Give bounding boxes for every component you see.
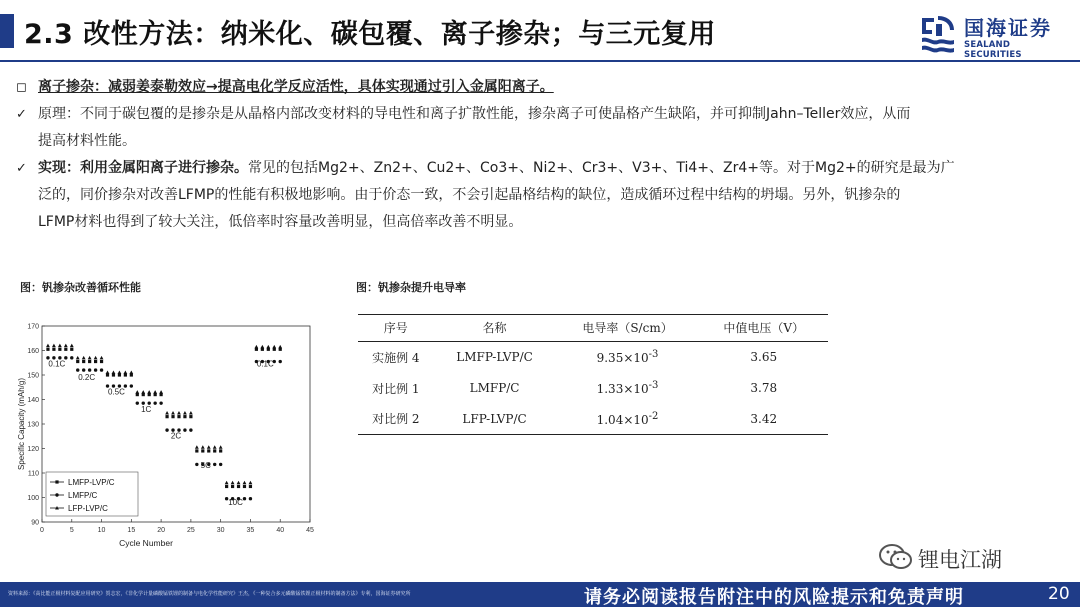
data-point-triangle <box>52 344 56 348</box>
cond-exponent: -3 <box>648 349 659 361</box>
rate-label: 0.1C <box>48 359 66 369</box>
impl-line-3 <box>14 209 1064 236</box>
data-point-triangle <box>195 445 199 449</box>
x-tick-label: 45 <box>306 527 314 534</box>
data-point-triangle <box>207 445 211 449</box>
rate-label: 0.5C <box>107 387 125 397</box>
data-point-triangle <box>88 356 92 360</box>
rate-label: 10C <box>228 497 243 507</box>
footer-source: 资料来源：《高比能正极材料复配应用研究》贺志宏，《非化学计量磷酸锰铁锂的制备与电化学性能研究》王杰，《一种复合多元磷酸锰铁锂正极材料的制备方法》专利，国海证券研究所 <box>8 591 411 597</box>
x-tick-label: 10 <box>97 527 106 534</box>
footer-disclaimer: 请务必阅读报告附注中的风险提示和免责声明 <box>584 587 964 607</box>
data-point-triangle <box>249 481 253 485</box>
data-point-circle <box>88 368 91 371</box>
data-point-triangle <box>177 411 181 415</box>
legend-marker-circle <box>55 493 58 496</box>
title-bar <box>0 0 1080 62</box>
data-point-triangle <box>272 345 276 349</box>
page-title: 2.3 改性方法：纳米化、碳包覆、离子掺杂；与三元复用 <box>24 19 716 50</box>
data-point-circle <box>100 368 103 371</box>
data-point-triangle <box>159 390 163 394</box>
data-point-circle <box>82 368 85 371</box>
data-point-square <box>183 415 186 418</box>
rate-label: 1C <box>141 404 152 414</box>
data-point-square <box>171 415 174 418</box>
data-point-circle <box>159 401 162 404</box>
x-tick-label: 30 <box>216 527 225 534</box>
data-point-triangle <box>183 411 187 415</box>
data-point-triangle <box>243 481 247 485</box>
data-point-square <box>70 348 73 351</box>
legend-marker-square <box>55 480 58 483</box>
col-header: 电导率（S/cm） <box>556 315 700 342</box>
data-point-triangle <box>165 411 169 415</box>
heading-line <box>14 74 1064 101</box>
principle-text: 原理：不同于碳包覆的是掺杂是从晶格内部改变材料的导电性和离子扩散性能，掺杂离子可使晶格产生缺陷，并可抑制Jahn–Teller效应，从而 <box>38 106 911 122</box>
data-point-circle <box>279 360 282 363</box>
page-number: 20 <box>1048 584 1070 604</box>
data-point-triangle <box>82 356 86 360</box>
data-point-triangle <box>76 356 80 360</box>
wechat-account-name: 锂电江湖 <box>918 548 1002 572</box>
data-point-triangle <box>266 345 270 349</box>
cell-conductivity <box>556 404 700 435</box>
impl-text: 常见的包括Mg2+、Zn2+、Cu2+、Co3+、Ni2+、Cr3+、V3+、Ti4+、Zr4+等。对于Mg2+的研究是最为广 <box>248 160 955 176</box>
data-point-circle <box>94 368 97 371</box>
x-tick-label: 35 <box>246 527 255 534</box>
figure2-caption: 图：钒掺杂提升电导率 <box>356 281 466 294</box>
data-point-triangle <box>153 390 157 394</box>
x-tick-label: 5 <box>69 527 74 534</box>
cond-mantissa: 1.33×10 <box>596 382 649 396</box>
cell-voltage: 3.42 <box>699 404 828 435</box>
principle-line <box>14 101 1064 128</box>
section-heading: 离子掺杂：减弱姜泰勒效应→提高电化学反应活性，具体实现通过引入金属阳离子。 <box>38 79 554 95</box>
y-tick-label: 150 <box>27 372 39 380</box>
data-point-circle <box>243 497 246 500</box>
logo-english-name: SEALAND SECURITIES <box>964 40 1022 60</box>
company-logo <box>918 10 1068 60</box>
x-tick-label: 40 <box>276 527 285 534</box>
cond-exponent: -2 <box>648 410 659 422</box>
data-point-triangle <box>100 356 104 360</box>
legend-label: LMFP-LVP/C <box>68 478 115 487</box>
y-tick-label: 110 <box>27 470 39 478</box>
data-point-circle <box>165 428 168 431</box>
y-tick-label: 90 <box>31 519 39 527</box>
data-point-square <box>225 485 228 488</box>
table-header-row <box>358 315 828 342</box>
col-header: 名称 <box>434 315 556 342</box>
data-point-square <box>165 415 168 418</box>
data-point-square <box>177 415 180 418</box>
x-axis-label: Cycle Number <box>119 538 173 548</box>
data-point-triangle <box>171 411 175 415</box>
rate-label: 2C <box>170 431 182 441</box>
impl-text-2: 泛的，同价掺杂对改善LFMP的性能有积极地影响。由于价态一致，不会引起晶格结构的缺位，造成循环过程中结构的坍塌。另外，钒掺杂的 <box>38 187 901 203</box>
data-point-triangle <box>94 356 98 360</box>
cond-mantissa: 9.35×10 <box>596 351 649 366</box>
data-point-triangle <box>201 445 205 449</box>
cell-id: 对比例 2 <box>358 404 434 435</box>
data-point-triangle <box>64 344 68 348</box>
data-point-circle <box>130 384 133 387</box>
cell-name: LMFP/C <box>469 381 520 395</box>
body-text <box>14 74 1064 236</box>
cell-conductivity <box>556 373 700 404</box>
footer-bar <box>0 582 1080 607</box>
cond-exponent: -3 <box>648 380 659 391</box>
impl-line <box>14 155 1064 182</box>
data-point-square <box>82 360 85 363</box>
data-point-square <box>195 449 198 452</box>
data-point-circle <box>70 356 73 359</box>
data-point-triangle <box>213 445 217 449</box>
data-point-triangle <box>225 481 229 485</box>
cell-id: 对比例 1 <box>372 381 420 396</box>
data-point-square <box>213 449 216 452</box>
conductivity-table <box>358 314 828 435</box>
y-tick-label: 130 <box>27 421 39 429</box>
data-point-circle <box>213 463 216 466</box>
check-bullet-icon: ✓ <box>16 161 27 176</box>
data-point-triangle <box>278 345 282 349</box>
data-point-triangle <box>231 481 235 485</box>
data-point-triangle <box>46 344 50 348</box>
data-point-square <box>201 449 204 452</box>
data-point-square <box>76 360 79 363</box>
data-point-triangle <box>135 390 139 394</box>
data-point-square <box>46 348 49 351</box>
data-point-triangle <box>189 411 193 415</box>
data-point-square <box>219 449 222 452</box>
data-point-square <box>58 348 61 351</box>
data-point-triangle <box>58 344 62 348</box>
data-point-square <box>243 485 246 488</box>
data-point-triangle <box>255 345 259 349</box>
cell-voltage: 3.65 <box>750 350 778 365</box>
data-point-circle <box>189 428 192 431</box>
logo-chinese-name: 国海证券 <box>964 16 1052 40</box>
principle-line-cont <box>14 128 1064 155</box>
data-point-square <box>231 485 234 488</box>
data-point-triangle <box>106 371 110 375</box>
y-tick-label: 170 <box>27 323 39 331</box>
data-point-square <box>249 485 252 488</box>
y-tick-label: 100 <box>27 495 39 502</box>
rate-label: 0.2C <box>78 372 96 382</box>
legend-label: LFP-LVP/C <box>68 504 108 513</box>
data-point-triangle <box>237 481 241 485</box>
data-point-triangle <box>141 390 145 394</box>
data-point-circle <box>183 428 186 431</box>
data-point-triangle <box>147 390 151 394</box>
legend-label: LMFP/C <box>68 491 98 500</box>
data-point-square <box>64 348 67 351</box>
data-point-circle <box>195 463 198 466</box>
wechat-watermark <box>878 540 1058 576</box>
table-row <box>358 342 828 373</box>
data-point-triangle <box>129 371 133 375</box>
data-point-square <box>52 348 55 351</box>
title-accent-bar <box>0 14 14 48</box>
data-point-circle <box>153 401 156 404</box>
data-point-circle <box>219 463 222 466</box>
data-point-square <box>207 449 210 452</box>
rate-label: 5C <box>200 461 211 471</box>
figure1-caption: 图：钒掺杂改善循环性能 <box>20 281 141 294</box>
cycle-performance-chart <box>14 318 326 558</box>
data-point-square <box>88 360 91 363</box>
x-tick-label: 0 <box>40 527 44 534</box>
data-point-triangle <box>70 344 74 348</box>
y-tick-label: 160 <box>27 348 39 355</box>
y-tick-label: 140 <box>27 397 39 404</box>
data-point-square <box>189 415 192 418</box>
data-point-triangle <box>112 371 116 375</box>
data-point-triangle <box>118 371 122 375</box>
principle-text-cont: 提高材料性能。 <box>38 133 136 149</box>
impl-text-3: LFMP材料也得到了较大关注，低倍率时容量改善明显，但高倍率改善不明显。 <box>38 214 523 230</box>
cell-name: LFP-LVP/C <box>434 404 556 435</box>
data-point-square <box>94 360 97 363</box>
title-divider <box>0 60 1080 62</box>
table-row <box>358 373 828 404</box>
impl-bold: 实现：利用金属阳离子进行掺杂。 <box>38 160 248 176</box>
y-tick-label: 120 <box>27 446 39 453</box>
cell-voltage: 3.78 <box>750 381 778 395</box>
data-point-circle <box>76 368 79 371</box>
col-header: 中值电压（V） <box>699 315 828 342</box>
table-row <box>358 404 828 435</box>
data-point-triangle <box>260 345 264 349</box>
data-point-triangle <box>123 371 127 375</box>
rate-label: 0.1C <box>256 359 274 369</box>
data-point-square <box>100 360 103 363</box>
col-header: 序号 <box>358 315 434 342</box>
y-axis-label: Specific Capacity (mAh/g) <box>17 377 26 471</box>
data-point-square <box>237 485 240 488</box>
cell-conductivity <box>556 342 700 373</box>
data-point-triangle <box>219 445 223 449</box>
x-tick-label: 25 <box>186 527 195 534</box>
x-tick-label: 20 <box>157 527 166 534</box>
check-bullet-icon: ✓ <box>16 107 27 122</box>
cond-mantissa: 1.04×10 <box>596 412 649 427</box>
x-tick-label: 15 <box>127 527 136 534</box>
data-point-circle <box>249 497 252 500</box>
square-bullet-icon: ◻ <box>16 80 27 95</box>
cell-id: 实施例 4 <box>372 350 420 365</box>
data-point-circle <box>136 401 139 404</box>
cell-name: LMFP-LVP/C <box>456 350 533 365</box>
impl-line-2 <box>14 182 1064 209</box>
sealand-logo-icon <box>918 12 958 54</box>
wechat-icon <box>878 542 914 572</box>
